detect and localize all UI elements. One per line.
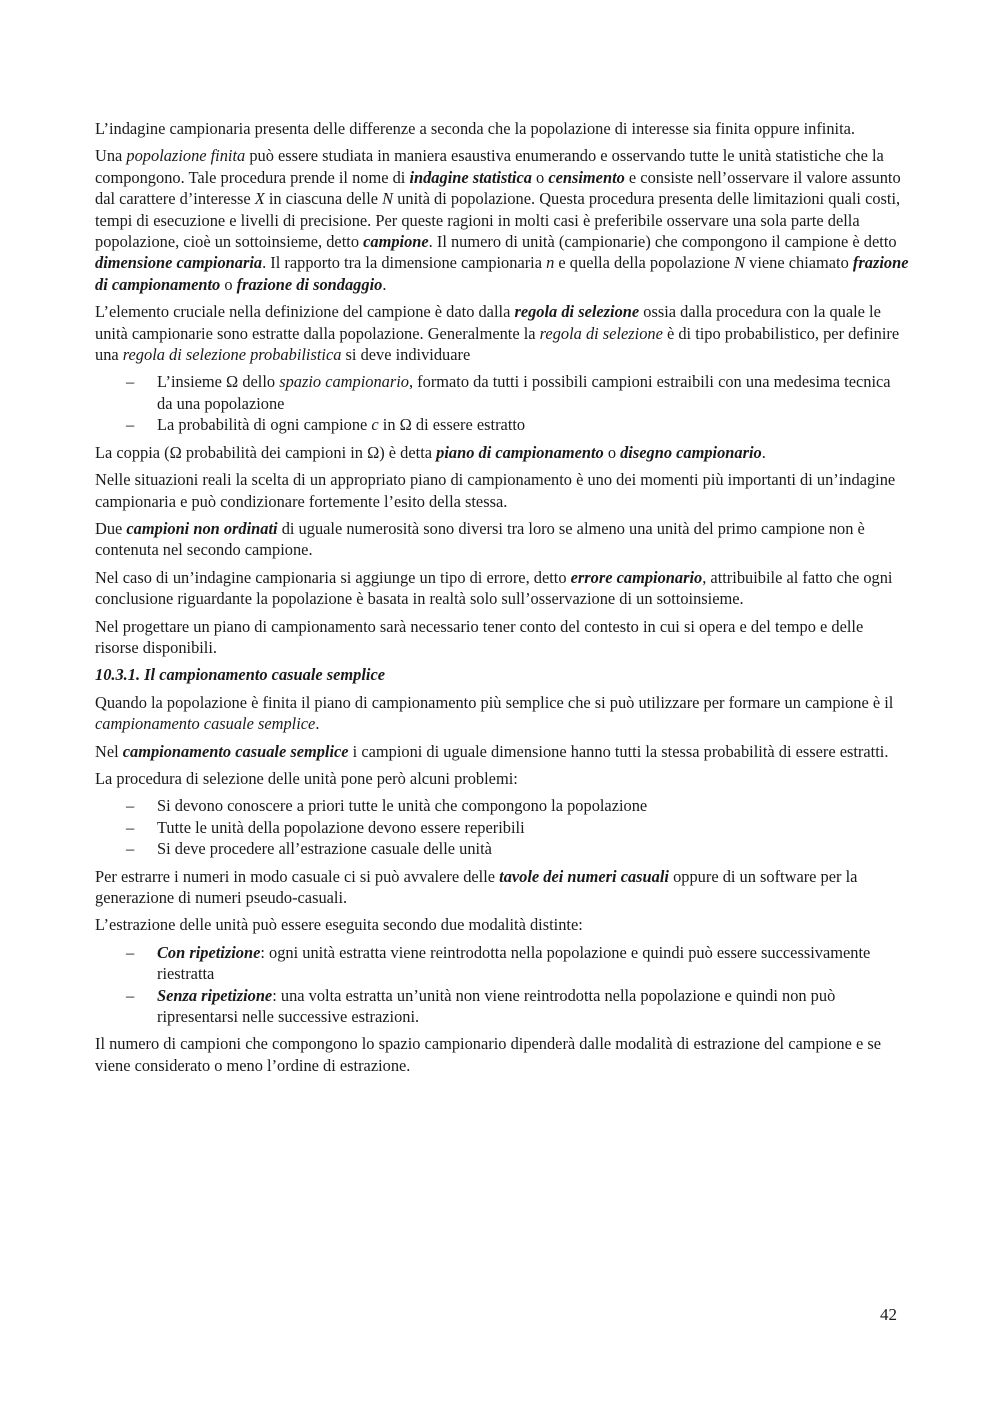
variable-n-upper: N xyxy=(734,253,746,273)
list-item: – L’insieme Ω dello spazio campionario, formato da tutti i possibili campioni estraibili con una medesima tecnica da una popolazione xyxy=(126,372,891,413)
term-indagine-statistica: indagine statistica xyxy=(409,167,532,187)
term-con-ripetizione: Con ripetizione xyxy=(157,942,261,962)
paragraph-regola-di-selezione: L’elemento cruciale nella definizione del campione è dato dalla regola di selezione ossia dalla procedura con la quale le unità campionarie sono estratte dalla popolazione. Generalmente la regola di selezione è di tipo probabilistico, per definire una regola di selezione probabilistica si deve individuare xyxy=(95,302,900,365)
dash-bullet: – xyxy=(126,796,135,816)
term-errore-campionario: errore campionario xyxy=(570,567,703,587)
page-number: 42 xyxy=(880,1305,897,1324)
term-regola-di-selezione: regola di selezione xyxy=(514,302,640,322)
list-spazio-campionario xyxy=(95,371,910,435)
term-campionamento-casuale-semplice: campionamento casuale semplice xyxy=(122,741,349,761)
variable-x: X xyxy=(254,189,265,209)
subsection-title: 10.3.1. Il campionamento casuale semplice xyxy=(95,665,386,685)
term-piano-di-campionamento: piano di campionamento xyxy=(436,442,604,462)
list-problemi xyxy=(95,795,910,859)
term-popolazione-finita: popolazione finita xyxy=(126,146,246,166)
dash-bullet: – xyxy=(126,817,135,837)
dash-bullet: – xyxy=(126,985,135,1005)
list-item: – Si devono conoscere a priori tutte le unità che compongono la popolazione xyxy=(126,796,648,816)
paragraph-numero-campioni: Il numero di campioni che compongono lo spazio campionario dipenderà dalle modalità di estrazione del campione e se viene considerato o meno l’ordine di estrazione. xyxy=(95,1034,882,1075)
paragraph-numeri-casuali: Per estrarre i numeri in modo casuale ci si può avvalere delle tavole dei numeri casuali oppure di un software per la generazione di numeri pseudo-casuali. xyxy=(95,866,858,907)
paragraph-modalita: L’estrazione delle unità può essere eseguita secondo due modalità distinte: xyxy=(95,915,583,935)
term-campioni-non-ordinati: campioni non ordinati xyxy=(126,518,278,538)
paragraph-situazioni-reali: Nelle situazioni reali la scelta di un appropriato piano di campionamento è uno dei momenti più importanti di un’indagine campionaria e può condizionare fortemente l’esito della stessa. xyxy=(95,470,896,511)
paragraph-intro: L’indagine campionaria presenta delle differenze a seconda che la popolazione di interesse sia finita oppure infinita. xyxy=(95,119,856,138)
paragraph-progettare: Nel progettare un piano di campionamento sarà necessario tener conto del contesto in cui si opera e del tempo e delle risorse disponibili. xyxy=(95,616,864,657)
dash-bullet: – xyxy=(126,839,135,859)
dash-bullet: – xyxy=(126,372,135,392)
term-dimensione-campionaria: dimensione campionaria xyxy=(95,253,263,273)
paragraph-piano-di-campionamento: La coppia (Ω probabilità dei campioni in Ω) è detta piano di campionamento o disegno campionario. xyxy=(95,442,766,462)
term-frazione-di-campionamento: frazione di campionamento xyxy=(95,253,909,294)
list-modalita xyxy=(95,942,910,1028)
variable-n-upper: N xyxy=(382,189,394,209)
list-item: – Tutte le unità della popolazione devono essere reperibili xyxy=(126,817,525,837)
dash-bullet: – xyxy=(126,415,135,435)
term-regola-probabilistica: regola di selezione probabilistica xyxy=(122,345,342,365)
list-item: – Si deve procedere all’estrazione casuale delle unità xyxy=(126,839,492,859)
term-censimento: censimento xyxy=(548,167,625,187)
paragraph-popolazione-finita: Una popolazione finita può essere studiata in maniera esaustiva enumerando e osservando tutte le unità statistiche che la compongono. Tale procedura prende il nome di indagine statistica o censimento e consiste nell’osservare il valore assunto dal carattere d’interesse X in ciascuna delle N unità di popolazione. Questa procedura presenta delle limitazioni quali costi, tempi di esecuzione e livelli di precisione. Per queste ragioni in molti casi è preferibile osservare una sola parte della popolazione, cioè un sottoinsieme, detto campione. Il numero di unità (campionarie) che compongono il campione è detto dimensione campionaria. Il rapporto tra la dimensione campionaria n e quella della popolazione N viene chiamato frazione di campionamento o frazione di sondaggio. xyxy=(95,146,909,294)
list-item: – Con ripetizione: ogni unità estratta viene reintrodotta nella popolazione e quindi può essere successivamente riestratta xyxy=(126,942,871,984)
list-item: – La probabilità di ogni campione c in Ω di essere estratto xyxy=(126,415,526,435)
paragraph-errore-campionario: Nel caso di un’indagine campionaria si aggiunge un tipo di errore, detto errore campionario, attribuibile al fatto che ogni conclusione riguardante la popolazione è basata in realtà solo sull’osservazione di un sottoinsieme. xyxy=(95,567,893,609)
paragraph-campioni-non-ordinati: Due campioni non ordinati di uguale numerosità sono diversi tra loro se almeno una unità del primo campione non è contenuta nel secondo campione. xyxy=(95,518,865,560)
list-item: – Senza ripetizione: una volta estratta un’unità non viene reintrodotta nella popolazione e quindi non può ripresentarsi nelle successive estrazioni. xyxy=(126,985,836,1027)
dash-bullet: – xyxy=(126,942,135,962)
term-senza-ripetizione: Senza ripetizione xyxy=(157,985,273,1005)
paragraph-problemi: La procedura di selezione delle unità pone però alcuni problemi: xyxy=(95,768,518,788)
paragraph-campionamento-casuale: Nel campionamento casuale semplice i campioni di uguale dimensione hanno tutti la stessa probabilità di essere estratti. xyxy=(95,741,889,761)
document-page xyxy=(95,118,910,1082)
variable-n-lower: n xyxy=(546,253,555,273)
paragraph-popolazione-finita-piano: Quando la popolazione è finita il piano di campionamento più semplice che si può utilizzare per formare un campione è il campionamento casuale semplice. xyxy=(95,692,894,734)
term-disegno-campionario: disegno campionario xyxy=(620,442,762,462)
term-tavole-numeri-casuali: tavole dei numeri casuali xyxy=(499,866,669,886)
term-campione: campione xyxy=(363,232,429,252)
term-frazione-di-sondaggio: frazione di sondaggio xyxy=(236,274,383,294)
